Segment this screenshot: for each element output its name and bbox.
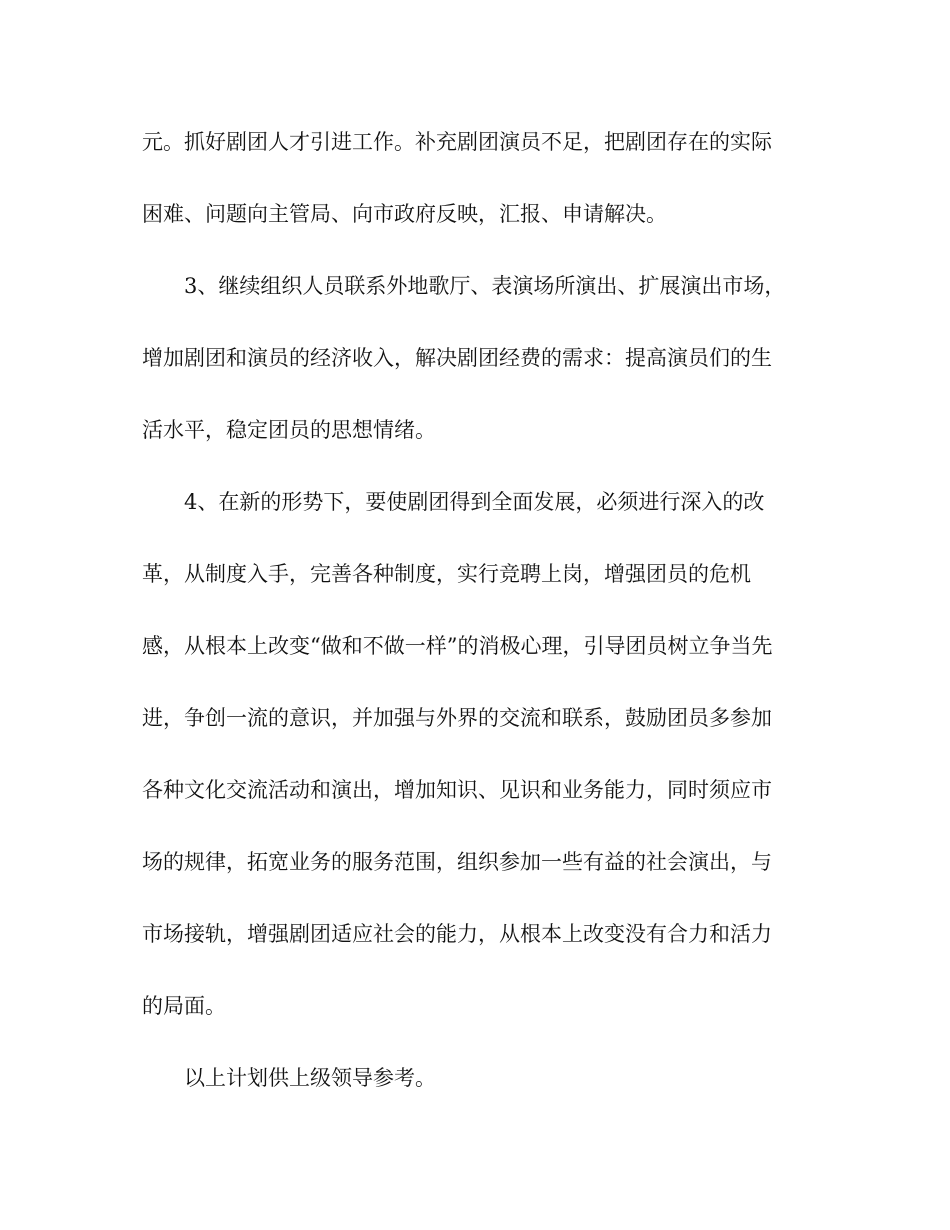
text-line-indented: 以上计划供上级领导参考。: [184, 1066, 436, 1090]
document-body: [142, 121, 802, 1129]
text-line: 进，争创一流的意识，并加强与外界的交流和联系，鼓励团员多参加: [142, 706, 772, 730]
text-line: 的局面。: [142, 994, 226, 1018]
text-line: 感，从根本上改变“做和不做一样”的消极心理，引导团员树立争当先: [142, 634, 773, 658]
text-line: 革，从制度入手，完善各种制度，实行竞聘上岗，增强团员的危机: [142, 562, 751, 586]
text-line: 元。抓好剧团人才引进工作。补充剧团演员不足，把剧团存在的实际: [142, 130, 772, 154]
text-line: 市场接轨，增强剧团适应社会的能力，从根本上改变没有合力和活力: [142, 922, 772, 946]
text-line: 困难、问题向主管局、向市政府反映，汇报、申请解决。: [142, 202, 667, 226]
text-line: 场的规律，拓宽业务的服务范围，组织参加一些有益的社会演出，与: [142, 850, 772, 874]
text-line: 各种文化交流活动和演出，增加知识、见识和业务能力，同时须应市: [142, 778, 772, 802]
text-line: 增加剧团和演员的经济收入，解决剧团经费的需求：提高演员们的生: [142, 346, 772, 370]
text-line: 活水平，稳定团员的思想情绪。: [142, 418, 436, 442]
text-line-indented: 3、继续组织人员联系外地歌厅、表演场所演出、扩展演出市场，: [184, 274, 786, 298]
text-line-indented: 4、在新的形势下，要使剧团得到全面发展，必须进行深入的改: [184, 490, 765, 514]
